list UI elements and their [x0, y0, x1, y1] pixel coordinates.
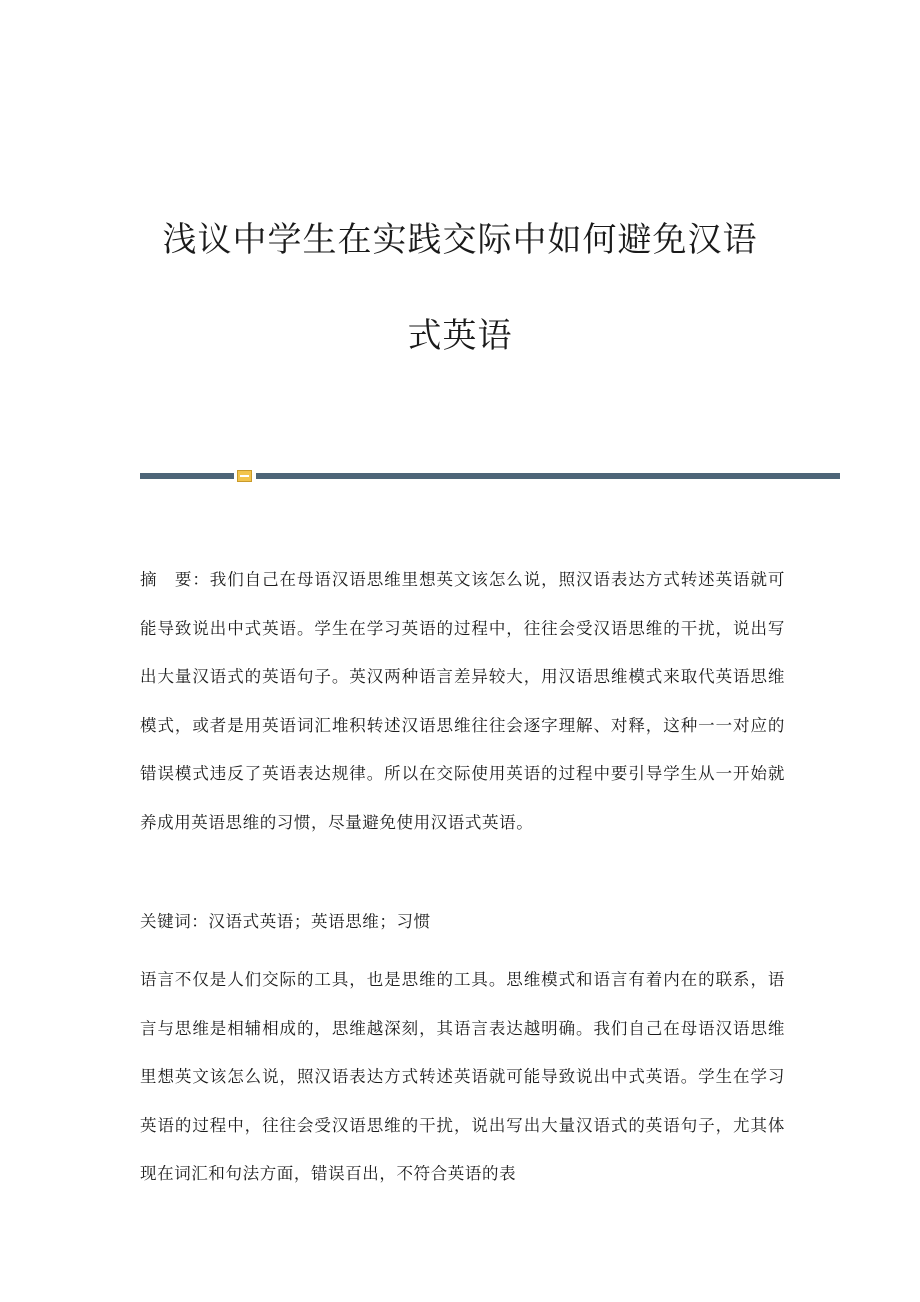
body-paragraph: 语言不仅是人们交际的工具，也是思维的工具。思维模式和语言有着内在的联系，语言与思维是相辅相成的，思维越深刻，其语言表达越明确。我们自己在母语汉语思维里想英文该怎么说，照汉语表达方式转述英语就可能导致说出中式英语。学生在学习英语的过程中，往往会受汉语思维的干扰，说出写出大量汉语式的英语句子，尤其体现在词汇和句法方面，错误百出，不符合英语的表	[140, 970, 785, 1184]
keywords-paragraph: 关键词：汉语式英语；英语思维；习惯	[140, 912, 431, 931]
divider-ornament-icon	[237, 470, 252, 482]
title-divider	[140, 469, 840, 483]
document-title-line-1: 浅议中学生在实践交际中如何避免汉语	[162, 220, 758, 260]
divider-bar-right	[256, 473, 840, 479]
divider-bar-left	[140, 473, 234, 479]
abstract-paragraph: 摘 要：我们自己在母语汉语思维里想英文该怎么说，照汉语表达方式转述英语就可能导致说出中式英语。学生在学习英语的过程中，往往会受汉语思维的干扰，说出写出大量汉语式的英语句子。英汉两种语言差异较大，用汉语思维模式来取代英语思维模式，或者是用英语词汇堆积转述汉语思维往往会逐字理解、对释，这种一一对应的错误模式违反了英语表达规律。所以在交际使用英语的过程中要引导学生从一开始就养成用英语思维的习惯，尽量避免使用汉语式英语。	[140, 570, 785, 832]
document-title-line-2: 式英语	[407, 316, 513, 356]
